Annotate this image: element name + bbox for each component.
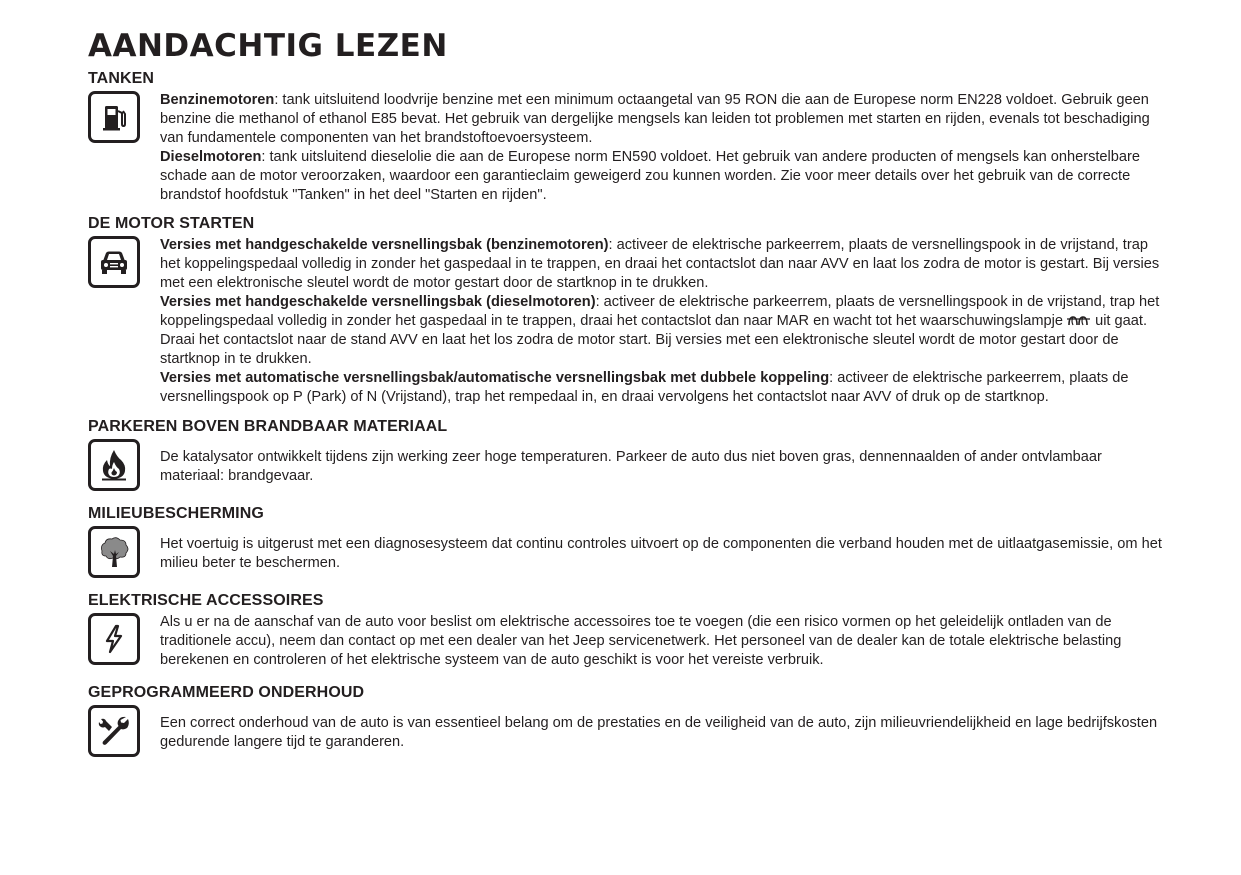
page-title: AANDACHTIG LEZEN bbox=[88, 28, 448, 64]
paragraph-heading: Versies met handgeschakelde versnellingsbak (dieselmotoren) bbox=[160, 294, 596, 310]
paragraph-heading: Benzinemotoren bbox=[160, 92, 275, 108]
section-title: DE MOTOR STARTEN bbox=[88, 215, 255, 232]
section-title: MILIEUBESCHERMING bbox=[88, 505, 264, 522]
tree-icon bbox=[88, 526, 140, 578]
section-text bbox=[160, 236, 1165, 407]
section-onderhoud bbox=[88, 682, 1173, 757]
paragraph-text: : activeer de elektrische parkeerrem, plaats de versnellingspook in de vrijstand, trap het koppelingspedaal volledig in zonder het gaspedaal in te trappen, draai het contactslot dan naar MAR en wacht tot het waarschuwingslampje bbox=[160, 294, 1160, 329]
paragraph-heading: Versies met automatische versnellingsbak/automatische versnellingsbak met dubbele koppeling bbox=[160, 370, 830, 386]
flame-icon bbox=[88, 439, 140, 491]
section-title: GEPROGRAMMEERD ONDERHOUD bbox=[88, 684, 365, 701]
car-front-icon bbox=[88, 236, 140, 288]
section-text bbox=[160, 526, 1165, 573]
paragraph-text: : activeer de elektrische parkeerrem, plaats de versnellingspook op P (Park) of N (Vrijstand), trap het rempedaal in, en draai vervolgens het contactslot naar AVV of druk op de startknop. bbox=[160, 370, 1129, 405]
paragraph-text: Een correct onderhoud van de auto is van essentieel belang om de prestaties en de veiligheid van de auto, zijn milieuvriendelijkheid en lage bedrijfskosten gedurende langere tijd te garanderen. bbox=[160, 715, 1158, 750]
section-title: ELEKTRISCHE ACCESSOIRES bbox=[88, 592, 324, 609]
paragraph-text: Als u er na de aanschaf van de auto voor beslist om elektrische accessoires toe te voegen (die een risico vormen op het geleidelijk ontladen van de traditionele accu), neem dan contact op met een dealer van het Jeep servicenetwerk. Het personeel van de dealer kan de totale elektrische belasting berekenen en controleren of het elektrische systeem van de auto geschikt is voor het vereiste verbruik. bbox=[160, 614, 1122, 668]
section-elektrisch bbox=[88, 590, 1173, 670]
section-motor-starten bbox=[88, 213, 1173, 407]
paragraph-text: : tank uitsluitend dieselolie die aan de Europese norm EN590 voldoet. Het gebruik van andere producten of mengsels kan onherstelbare schade aan de motor veroorzaken, waardoor een garantieclaim geweigerd zou kunnen worden. Zie voor meer details over het gebruik van de correcte brandstof hoofdstuk "Tanken" in het deel "Starten en rijden". bbox=[160, 149, 1140, 203]
paragraph-text: Het voertuig is uitgerust met een diagnosesysteem dat continu controles uitvoert op de componenten die verband houden met de uitlaatgasemissie, om het milieu beter te beschermen. bbox=[160, 536, 1162, 571]
page bbox=[88, 28, 1173, 757]
section-title: PARKEREN BOVEN BRANDBAAR MATERIAAL bbox=[88, 418, 448, 435]
paragraph-heading: Dieselmotoren bbox=[160, 149, 262, 165]
fuel-pump-icon bbox=[88, 91, 140, 143]
lightning-icon bbox=[88, 613, 140, 665]
paragraph-text: : activeer de elektrische parkeerrem, plaats de versnellingspook in de vrijstand, trap het koppelingspedaal volledig in zonder het gaspedaal in te trappen, en draai het contactslot dan naar AVV en laat los zodra de motor is gestart. Bij versies met een elektronische sleutel wordt de motor gestart door de startknop in te drukken. bbox=[160, 237, 1160, 291]
section-text bbox=[160, 613, 1165, 670]
paragraph-text: : tank uitsluitend loodvrije benzine met een minimum octaangetal van 95 RON die aan de Europese norm EN228 voldoet. Gebruik geen benzine die methanol of ethanol E85 bevat. Het gebruik van dergelijke mengsels kan leiden tot problemen met starten en rijden, evenals tot beschadiging van fundamentele componenten van het brandstoftoevoersysteem. bbox=[160, 92, 1150, 146]
section-title: TANKEN bbox=[88, 70, 155, 87]
section-text bbox=[160, 91, 1165, 205]
section-text bbox=[160, 439, 1165, 486]
paragraph-text: De katalysator ontwikkelt tijdens zijn werking zeer hoge temperaturen. Parkeer de auto dus niet boven gras, dennennaalden of ander ontvlambaar materiaal: brandgevaar. bbox=[160, 449, 1102, 484]
wrench-icon bbox=[88, 705, 140, 757]
section-text bbox=[160, 705, 1165, 752]
paragraph-text: uit gaat. Draai het contactslot naar de stand AVV en laat het los zodra de motor start. Bij versies met een elektronische sleutel wordt de motor gestart door de startknop in te drukken. bbox=[160, 313, 1148, 367]
paragraph-heading: Versies met handgeschakelde versnellingsbak (benzinemotoren) bbox=[160, 237, 609, 253]
glow-plug-icon bbox=[1067, 315, 1091, 327]
section-tanken bbox=[88, 68, 1173, 205]
section-parkeren bbox=[88, 416, 1173, 491]
section-milieu bbox=[88, 503, 1173, 578]
